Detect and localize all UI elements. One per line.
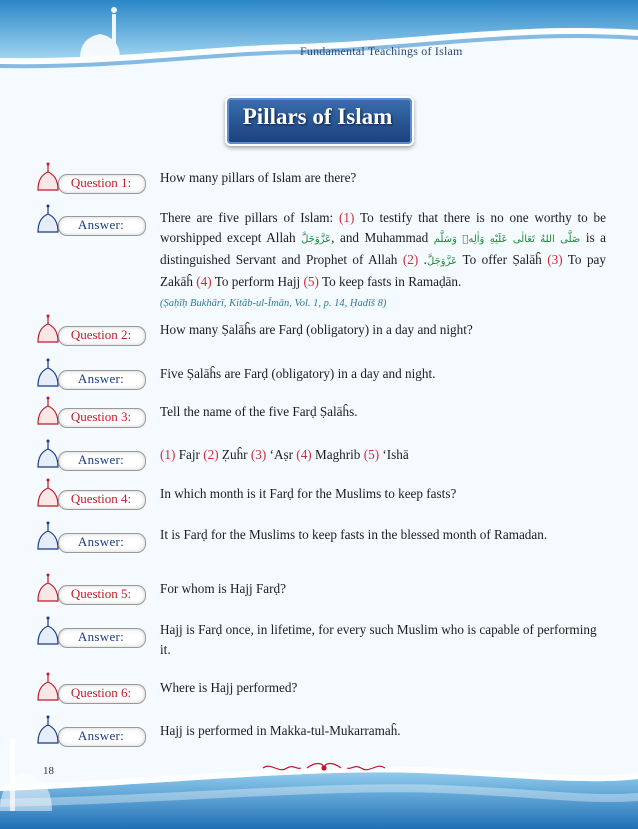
number-marker: (2) bbox=[203, 447, 219, 462]
answer-label bbox=[34, 210, 144, 236]
number-marker: (2) bbox=[402, 252, 419, 267]
question-label bbox=[34, 678, 144, 704]
question-text: In which month is it Farḍ for the Muslims to keep fasts? bbox=[160, 486, 457, 501]
text-span: To keep fasts in Ramaḍān. bbox=[318, 274, 462, 289]
page-title: Pillars of Islam bbox=[242, 104, 393, 129]
question-label bbox=[34, 579, 144, 605]
answer-label-text: Answer: bbox=[77, 728, 125, 743]
answer-label-text: Answer: bbox=[77, 534, 125, 549]
question-label-text: Question 6: bbox=[70, 685, 132, 700]
number-marker: (5) bbox=[363, 447, 380, 462]
number-marker: (4) bbox=[296, 447, 312, 462]
text-span: . bbox=[418, 252, 427, 267]
answer-text: It is Farḍ for the Muslims to keep fasts in the blessed month of Ramadan. bbox=[160, 527, 548, 542]
number-marker: (3) bbox=[547, 252, 563, 267]
title-banner bbox=[225, 96, 410, 146]
ornament-divider bbox=[259, 760, 389, 776]
question-label-text: Question 3: bbox=[70, 409, 132, 424]
question-text: How many pillars of Islam are there? bbox=[160, 170, 357, 185]
question-text: How many Ṣalāĥs are Farḍ (obligatory) in a day and night? bbox=[160, 322, 473, 337]
text-span: To perform Hajj bbox=[211, 274, 304, 289]
answer-label-text: Answer: bbox=[77, 629, 125, 644]
question-label-text: Question 4: bbox=[70, 491, 132, 506]
text-span: To offer Ṣalāĥ bbox=[457, 252, 548, 267]
text-span: is a distinguished Servant and Prophet of Allah bbox=[160, 230, 606, 267]
salah-name: Fajr bbox=[175, 447, 204, 462]
question-label bbox=[34, 402, 144, 428]
question-label bbox=[34, 168, 144, 194]
question-label-text: Question 1: bbox=[70, 175, 132, 190]
question-label bbox=[34, 484, 144, 510]
number-marker: (5) bbox=[303, 274, 319, 289]
footer-decoration bbox=[0, 739, 638, 829]
salah-name: ‘Ishā bbox=[379, 447, 409, 462]
text-span: There are five pillars of Islam: bbox=[160, 210, 340, 225]
text-span: , and Muhammad bbox=[331, 230, 434, 245]
arabic-honorific: عَزَّوَجَلَّ bbox=[301, 234, 332, 245]
number-marker: (4) bbox=[196, 274, 212, 289]
answer-text bbox=[160, 208, 606, 314]
salah-name: Maghrib bbox=[311, 447, 364, 462]
header-decoration bbox=[0, 0, 638, 80]
question-text: Tell the name of the five Farḍ Ṣalāĥs. bbox=[160, 404, 358, 419]
answer-label-text: Answer: bbox=[77, 217, 125, 232]
answer-label-text: Answer: bbox=[77, 371, 125, 386]
question-text: Where is Hajj performed? bbox=[160, 680, 298, 695]
salah-name: Ẓuĥr bbox=[218, 447, 251, 462]
hadith-reference: (Ṣaḥīḥ Bukhārī, Kitāb-ul-Īmān, Vol. 1, p. 14, Ḥadīš 8) bbox=[160, 298, 387, 309]
answer-text bbox=[160, 445, 610, 465]
text-span: To pay Zakāĥ bbox=[160, 252, 606, 289]
answer-label-text: Answer: bbox=[77, 452, 125, 467]
number-marker: (1) bbox=[160, 447, 176, 462]
answer-text: Hajj is Farḍ once, in lifetime, for every such Muslim who is capable of performing it. bbox=[160, 622, 597, 657]
question-label-text: Question 2: bbox=[70, 327, 132, 342]
answer-text: Five Ṣalāĥs are Farḍ (obligatory) in a day and night. bbox=[160, 366, 436, 381]
question-label bbox=[34, 320, 144, 346]
number-marker: (1) bbox=[339, 210, 355, 225]
page-number: 18 bbox=[43, 765, 54, 777]
question-text: For whom is Hajj Farḍ? bbox=[160, 581, 287, 596]
answer-label bbox=[34, 527, 144, 553]
running-head: Fundamental Teachings of Islam bbox=[300, 44, 463, 58]
answer-label bbox=[34, 622, 144, 648]
answer-text: Hajj is performed in Makka-tul-Mukarramaĥ. bbox=[160, 723, 401, 738]
answer-label bbox=[34, 364, 144, 390]
salah-name: ‘Aṣr bbox=[266, 447, 297, 462]
arabic-honorific: صَلَّى اللهُ تَعَالٰى عَلَيْهِ وَاٰلِهٖ وَسَلَّم bbox=[433, 234, 581, 245]
arabic-honorific: عَزَّوَجَلَّ bbox=[426, 256, 458, 267]
text-span: To testify that there is no one worthy to be worshipped except Allah bbox=[160, 210, 606, 245]
question-label-text: Question 5: bbox=[70, 586, 132, 601]
number-marker: (3) bbox=[250, 447, 267, 462]
answer-label bbox=[34, 445, 144, 471]
